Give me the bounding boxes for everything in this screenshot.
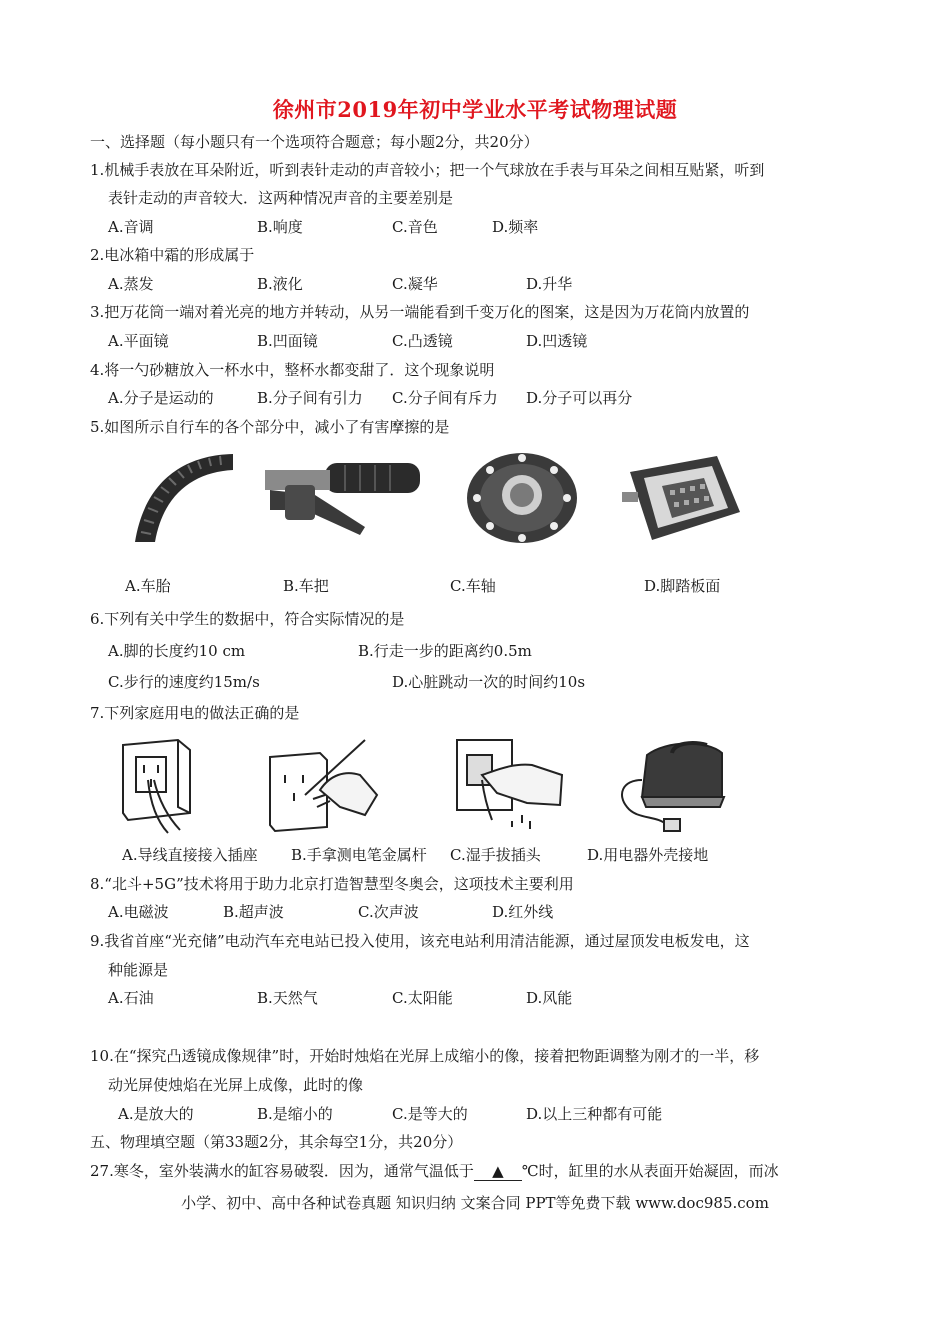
q7-option-d: D.用电器外壳接地: [587, 846, 709, 864]
question-10-text-cont: 动光屏使烛焰在光屏上成像，此时的像: [108, 1076, 364, 1094]
bike-pedal-image: [622, 452, 742, 544]
q10-option-b: B.是缩小的: [257, 1105, 333, 1123]
q27-text-after: ℃时，缸里的水从表面开始凝固，而冰: [521, 1162, 779, 1180]
question-1-text: 1.机械手表放在耳朵附近，听到表针走动的声音较小；把一个气球放在手表与耳朵之间相互贴紧，听到: [90, 161, 765, 179]
q4-option-b: B.分子间有引力: [257, 389, 363, 407]
q6-option-a: A.脚的长度约10 cm: [108, 642, 246, 660]
bike-handlebar-image: [265, 455, 425, 545]
q4-option-c: C.分子间有斥力: [392, 389, 498, 407]
question-5-text: 5.如图所示自行车的各个部分中，减小了有害摩擦的是: [90, 418, 450, 436]
bike-axle-image: [462, 450, 582, 545]
q5-option-b: B.车把: [283, 577, 329, 595]
question-27-text: [90, 1162, 779, 1181]
page-title: 徐州市2019年初中学业水平考试物理试题: [272, 97, 678, 122]
q6-option-b: B.行走一步的距离约0.5m: [358, 642, 532, 660]
section-heading-5: 五、物理填空题（第33题2分，其余每空1分，共20分）: [90, 1133, 463, 1151]
q4-option-d: D.分子可以再分: [526, 389, 633, 407]
q8-option-b: B.超声波: [223, 903, 284, 921]
q9-option-b: B.天然气: [257, 989, 318, 1007]
question-10-text: 10.在“探究凸透镜成像规律”时，开始时烛焰在光屏上成缩小的像，接着把物距调整为刚才的一半，移: [90, 1047, 760, 1065]
q8-option-d: D.红外线: [492, 903, 554, 921]
q3-option-c: C.凸透镜: [392, 332, 453, 350]
grounded-iron-image: [612, 735, 727, 835]
q2-option-d: D.升华: [526, 275, 573, 293]
question-9-text-cont: 种能源是: [108, 961, 169, 979]
q5-option-a: A.车胎: [125, 577, 171, 595]
question-2-text: 2.电冰箱中霜的形成属于: [90, 246, 255, 264]
q10-option-c: C.是等大的: [392, 1105, 468, 1123]
q10-option-d: D.以上三种都有可能: [526, 1105, 663, 1123]
q1-option-d: D.频率: [492, 218, 539, 236]
test-pen-socket-image: [265, 735, 380, 835]
question-4-text: 4.将一勺砂糖放入一杯水中，整杯水都变甜了．这个现象说明: [90, 361, 495, 379]
answer-blank[interactable]: ▲: [474, 1162, 522, 1181]
bike-tire-image: [125, 450, 235, 545]
page-footer: 小学、初中、高中各种试卷真题 知识归纳 文案合同 PPT等免费下载 www.doc985.com: [181, 1194, 769, 1212]
q3-option-b: B.凹面镜: [257, 332, 318, 350]
question-1-text-cont: 表针走动的声音较大．这两种情况声音的主要差别是: [108, 189, 454, 207]
q7-option-b: B.手拿测电笔金属杆: [291, 846, 427, 864]
q2-option-b: B.液化: [257, 275, 303, 293]
q8-option-a: A.电磁波: [108, 903, 169, 921]
question-3-text: 3.把万花筒一端对着光亮的地方并转动，从另一端能看到千变万化的图案，这是因为万花筒内放置的: [90, 303, 750, 321]
q1-option-a: A.音调: [108, 218, 154, 236]
q4-option-a: A.分子是运动的: [108, 389, 214, 407]
q7-option-a: A.导线直接接入插座: [122, 846, 258, 864]
q1-option-b: B.响度: [257, 218, 303, 236]
q3-option-a: A.平面镜: [108, 332, 169, 350]
section-heading: 一、选择题（每小题只有一个选项符合题意；每小题2分，共20分）: [90, 133, 539, 151]
q1-option-c: C.音色: [392, 218, 438, 236]
socket-bare-wires-image: [118, 735, 198, 835]
wet-hand-plug-image: [452, 735, 567, 835]
q10-option-a: A.是放大的: [118, 1105, 194, 1123]
q2-option-a: A.蒸发: [108, 275, 154, 293]
q9-option-c: C.太阳能: [392, 989, 453, 1007]
q5-option-d: D.脚踏板面: [644, 577, 721, 595]
q2-option-c: C.凝华: [392, 275, 438, 293]
q6-option-c: C.步行的速度约15m/s: [108, 673, 260, 691]
q9-option-d: D.风能: [526, 989, 573, 1007]
q3-option-d: D.凹透镜: [526, 332, 588, 350]
q9-option-a: A.石油: [108, 989, 154, 1007]
q6-option-d: D.心脏跳动一次的时间约10s: [392, 673, 586, 691]
question-6-text: 6.下列有关中学生的数据中，符合实际情况的是: [90, 610, 405, 628]
question-7-text: 7.下列家庭用电的做法正确的是: [90, 704, 300, 722]
q8-option-c: C.次声波: [358, 903, 419, 921]
q5-option-c: C.车轴: [450, 577, 496, 595]
question-8-text: 8.“北斗+5G”技术将用于助力北京打造智慧型冬奥会，这项技术主要利用: [90, 875, 574, 893]
q27-text-before: 27.寒冬，室外装满水的缸容易破裂．因为，通常气温低于: [90, 1162, 474, 1180]
question-9-text: 9.我省首座“光充储”电动汽车充电站已投入使用，该充电站利用清洁能源，通过屋顶发电板发电，这: [90, 932, 750, 950]
q7-option-c: C.湿手拔插头: [450, 846, 541, 864]
